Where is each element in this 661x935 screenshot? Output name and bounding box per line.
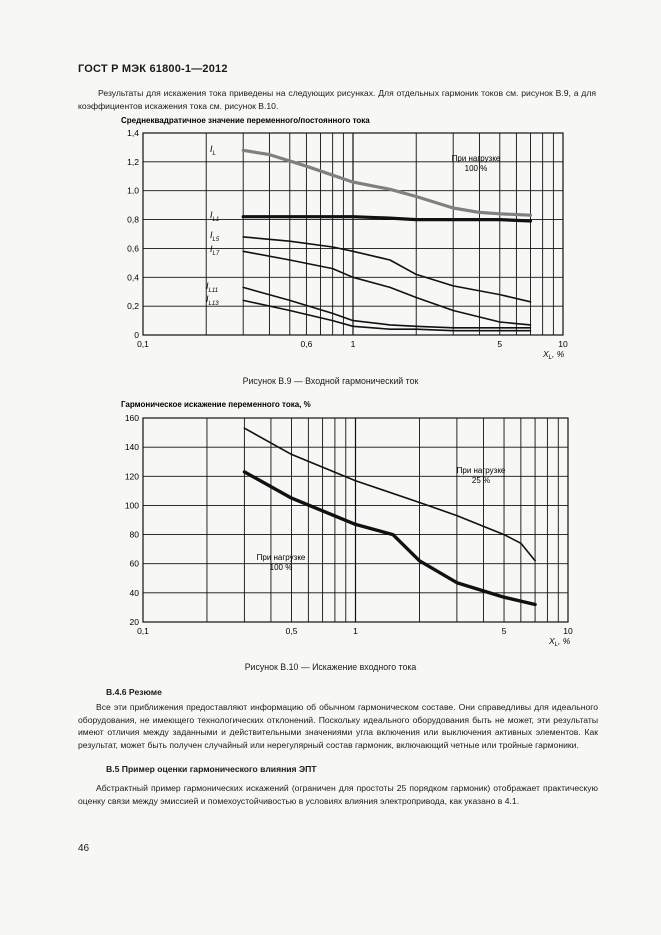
svg-text:100 %: 100 % <box>269 563 293 572</box>
intro-paragraph: Результаты для искажения тока приведены на следующих рисунках. Для отдельных гармоник токов см. рисунок В.9, а для коэффициентов искажения тока см. рисунок В.10. <box>78 88 596 111</box>
chart2-series <box>244 428 535 604</box>
chart2-grid <box>143 418 568 622</box>
svg-text:При нагрузке: При нагрузке <box>456 466 506 475</box>
chart2-ytick-label: 160 <box>124 413 139 423</box>
chart2-xtick-label: 0,1 <box>137 626 149 636</box>
section-b5-text: Абстрактный пример гармонических искажений (ограничен для простоты 25 порядком гармоник) отображает практическую оценку связи между эмиссией и помехоустойчивостью в условиях влияния электропривода, как указано в 4.1. <box>78 783 598 806</box>
svg-text:25 %: 25 % <box>471 476 491 485</box>
chart1-xtick-label: 10 <box>558 339 568 349</box>
label-il7: $I_{L7}$ <box>210 244 220 257</box>
chart1-ytick-label: 1,4 <box>127 128 139 138</box>
chart2-ytick-label: 80 <box>129 529 139 540</box>
chart1-xtick-label: 0,6 <box>300 339 313 349</box>
chart2-ytick-label: 120 <box>124 471 139 482</box>
chart1-ytick-label: 0,6 <box>127 243 139 254</box>
figure-b9-caption: Рисунок В.9 — Входной гармонический ток <box>242 376 419 386</box>
chart1-ytick-label: 1,2 <box>127 156 139 167</box>
label-il13: $I_{L13}$ <box>206 294 219 307</box>
chart2-ytick-label: 20 <box>129 617 139 627</box>
chart1-ytick-label: 1,0 <box>127 185 139 196</box>
document-header: ГОСТ Р МЭК 61800-1—2012 <box>78 63 228 75</box>
svg-text:100 %: 100 % <box>464 164 488 173</box>
label-il11: $I_{L11}$ <box>206 281 219 294</box>
chart1-xlabel: $X_L$, % <box>543 349 565 361</box>
chart1-ytick-label: 0,8 <box>127 214 139 225</box>
chart2-xtick-label: 1 <box>353 626 358 636</box>
chart1-xtick-label: 5 <box>497 339 503 349</box>
svg-text:При нагрузке: При нагрузке <box>451 154 501 163</box>
chart2-xtick-label: 10 <box>563 626 573 636</box>
chart2-annotation-25 <box>457 466 506 485</box>
page-number: 46 <box>78 843 90 854</box>
chart1-ytick-label: 0 <box>134 330 139 340</box>
figure-b10-caption: Рисунок В.10 — Искажение входного тока <box>244 662 417 672</box>
label-il5: $I_{L5}$ <box>210 230 220 243</box>
label-il: $I_L$ <box>210 144 216 157</box>
label-il1: $I_{L1}$ <box>210 210 220 223</box>
chart2-xtick-label: 0,5 <box>285 626 298 636</box>
chart2-ticks <box>125 413 573 636</box>
chart1-ytick-label: 0,4 <box>127 272 139 283</box>
chart1-xtick-label: 0,1 <box>137 339 149 349</box>
chart2-ylabel: Гармоническое искажение переменного тока, % <box>121 400 311 409</box>
chart2-xtick-label: 5 <box>501 626 507 636</box>
section-b46-text: Все эти приближения предоставляют информацию об обычном гармоническом составе. Они справедливы для идеального оборудования, не имеющего технологических отклонений. Поскольку идеального оборудования быть не может, эти результаты имеют отличия между заданными и действительными значениями угла включения или выключения активных элементов. Как результат, может быть получен случайный или нерегулярный состав гармоник, включающий четные или тройные гармоники. <box>78 702 598 750</box>
chart2-xlabel: $X_L$, % <box>549 636 571 648</box>
chart2-ytick-label: 40 <box>129 587 139 598</box>
chart2-ytick-label: 60 <box>129 558 139 569</box>
chart1-xtick-label: 1 <box>350 339 356 349</box>
chart2-ytick-label: 100 <box>124 500 139 511</box>
section-b5-title: В.5 Пример оценки гармонического влияния ЭПТ <box>106 764 317 774</box>
chart1-ylabel: Среднеквадратичное значение переменного/постоянного тока <box>121 116 370 125</box>
svg-text:При нагрузке: При нагрузке <box>256 553 306 562</box>
chart2-annotation-100 <box>257 553 306 572</box>
chart1-ytick-label: 0,2 <box>127 301 139 312</box>
section-b46-title: В.4.6 Резюме <box>106 687 162 697</box>
chart2-ytick-label: 140 <box>124 442 139 453</box>
